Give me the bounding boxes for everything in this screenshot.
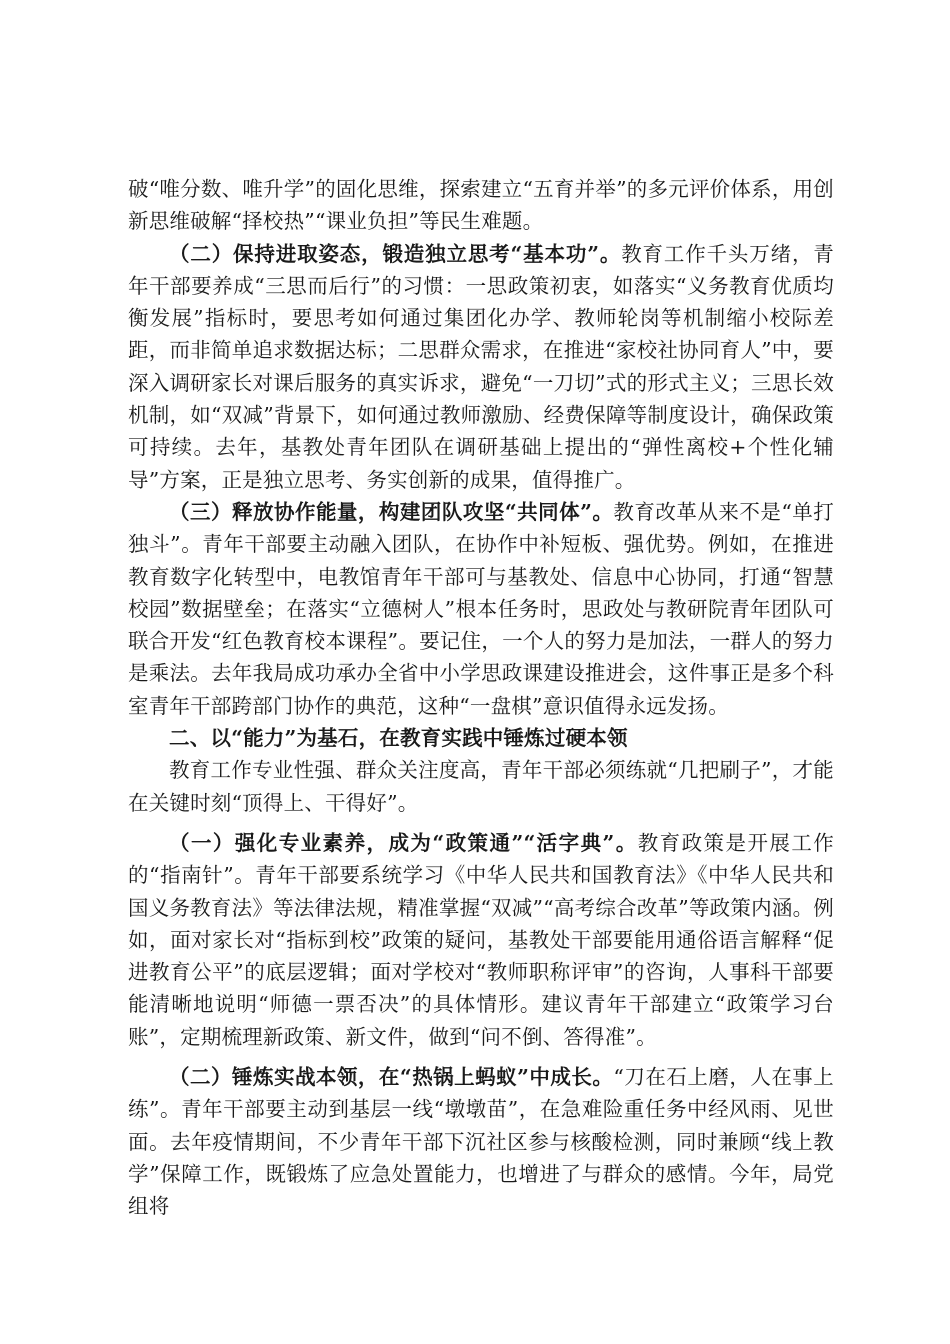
paragraph-professional-quality xyxy=(128,827,834,1053)
paragraph-body: 教育政策是开展工作的“指南针”。青年干部要系统学习《中华人民共和国教育法》《中华人民共和国义务教育法》等法律法规，精准掌握“双减”“高考综合改革”等政策内涵。例如，面对家长对“指标到校”政策的疑问，基教处干部要能用通俗语言解释“促进教育公平”的底层逻辑；面对学校对“教师职称评审”的咨询，人事科干部要能清晰地说明“师德一票否决”的具体情形。建议青年干部建立“政策学习台账”，定期梳理新政策、新文件，做到“问不倒、答得准”。 xyxy=(128,830,834,1049)
paragraph-body: “刀在石上磨，人在事上练”。青年干部要主动到基层一线“墩墩苗”，在急难险重任务中经风雨、见世面。去年疫情期间，不少青年干部下沉社区参与核酸检测，同时兼顾“线上教学”保障工作，既锻炼了应急处置能力，也增进了与群众的感情。今年，局党组将 xyxy=(128,1065,835,1219)
paragraph-collaboration xyxy=(128,496,834,722)
document-page xyxy=(128,173,834,1223)
paragraph-heading: （一）强化专业素养，成为“政策通”“活字典”。 xyxy=(169,830,638,855)
paragraph-heading: （二）保持进取姿态，锻造独立思考“基本功”。 xyxy=(169,241,622,266)
paragraph-keep-progressive xyxy=(128,238,834,496)
paragraph-body: 教育工作千头万绪，青年干部要养成“三思而后行”的习惯：一思政策初衷，如落实“义务教育优质均衡发展”指标时，要思考如何通过集团化办学、教师轮岗等机制缩小校际差距，而非简单追求数据达标；二思群众需求，在推进“家校社协同育人”中，要深入调研家长对课后服务的真实诉求，避免“一刀切”式的形式主义；三思长效机制，如“双减”背景下，如何通过教师激励、经费保障等制度设计，确保政策可持续。去年，基教处青年团队在调研基础上提出的“弹性离校+个性化辅导”方案，正是独立思考、务实创新的成果，值得推广。 xyxy=(128,241,834,492)
paragraph-heading: （三）释放协作能量，构建团队攻坚“共同体”。 xyxy=(169,499,614,524)
paragraph-body: 教育改革从来不是“单打独斗”。青年干部要主动融入团队，在协作中补短板、强优势。例如，在推进教育数字化转型中，电教馆青年干部可与基教处、信息中心协同，打通“智慧校园”数据壁垒；在落实“立德树人”根本任务时，思政处与教研院青年团队可联合开发“红色教育校本课程”。要记住，一个人的努力是加法，一群人的努力是乘法。去年我局成功承办全省中小学思政课建设推进会，这件事正是多个科室青年干部跨部门协作的典范，这种“一盘棋”意识值得永远发扬。 xyxy=(128,499,835,718)
paragraph-practical-skills xyxy=(128,1061,834,1222)
paragraph-intro: 教育工作专业性强、群众关注度高，青年干部必须练就“几把刷子”，才能在关键时刻“顶得上、干得好”。 xyxy=(128,758,834,815)
paragraph-heading: （二）锤炼实战本领，在“热锅上蚂蚁”中成长。 xyxy=(169,1065,614,1090)
section-heading: 二、以“能力”为基石，在教育实践中锤炼过硬本领 xyxy=(169,726,628,751)
paragraph-continuation: 破“唯分数、唯升学”的固化思维，探索建立“五育并举”的多元评价体系，用创新思维破解“择校热”“课业负担”等民生难题。 xyxy=(128,177,834,234)
